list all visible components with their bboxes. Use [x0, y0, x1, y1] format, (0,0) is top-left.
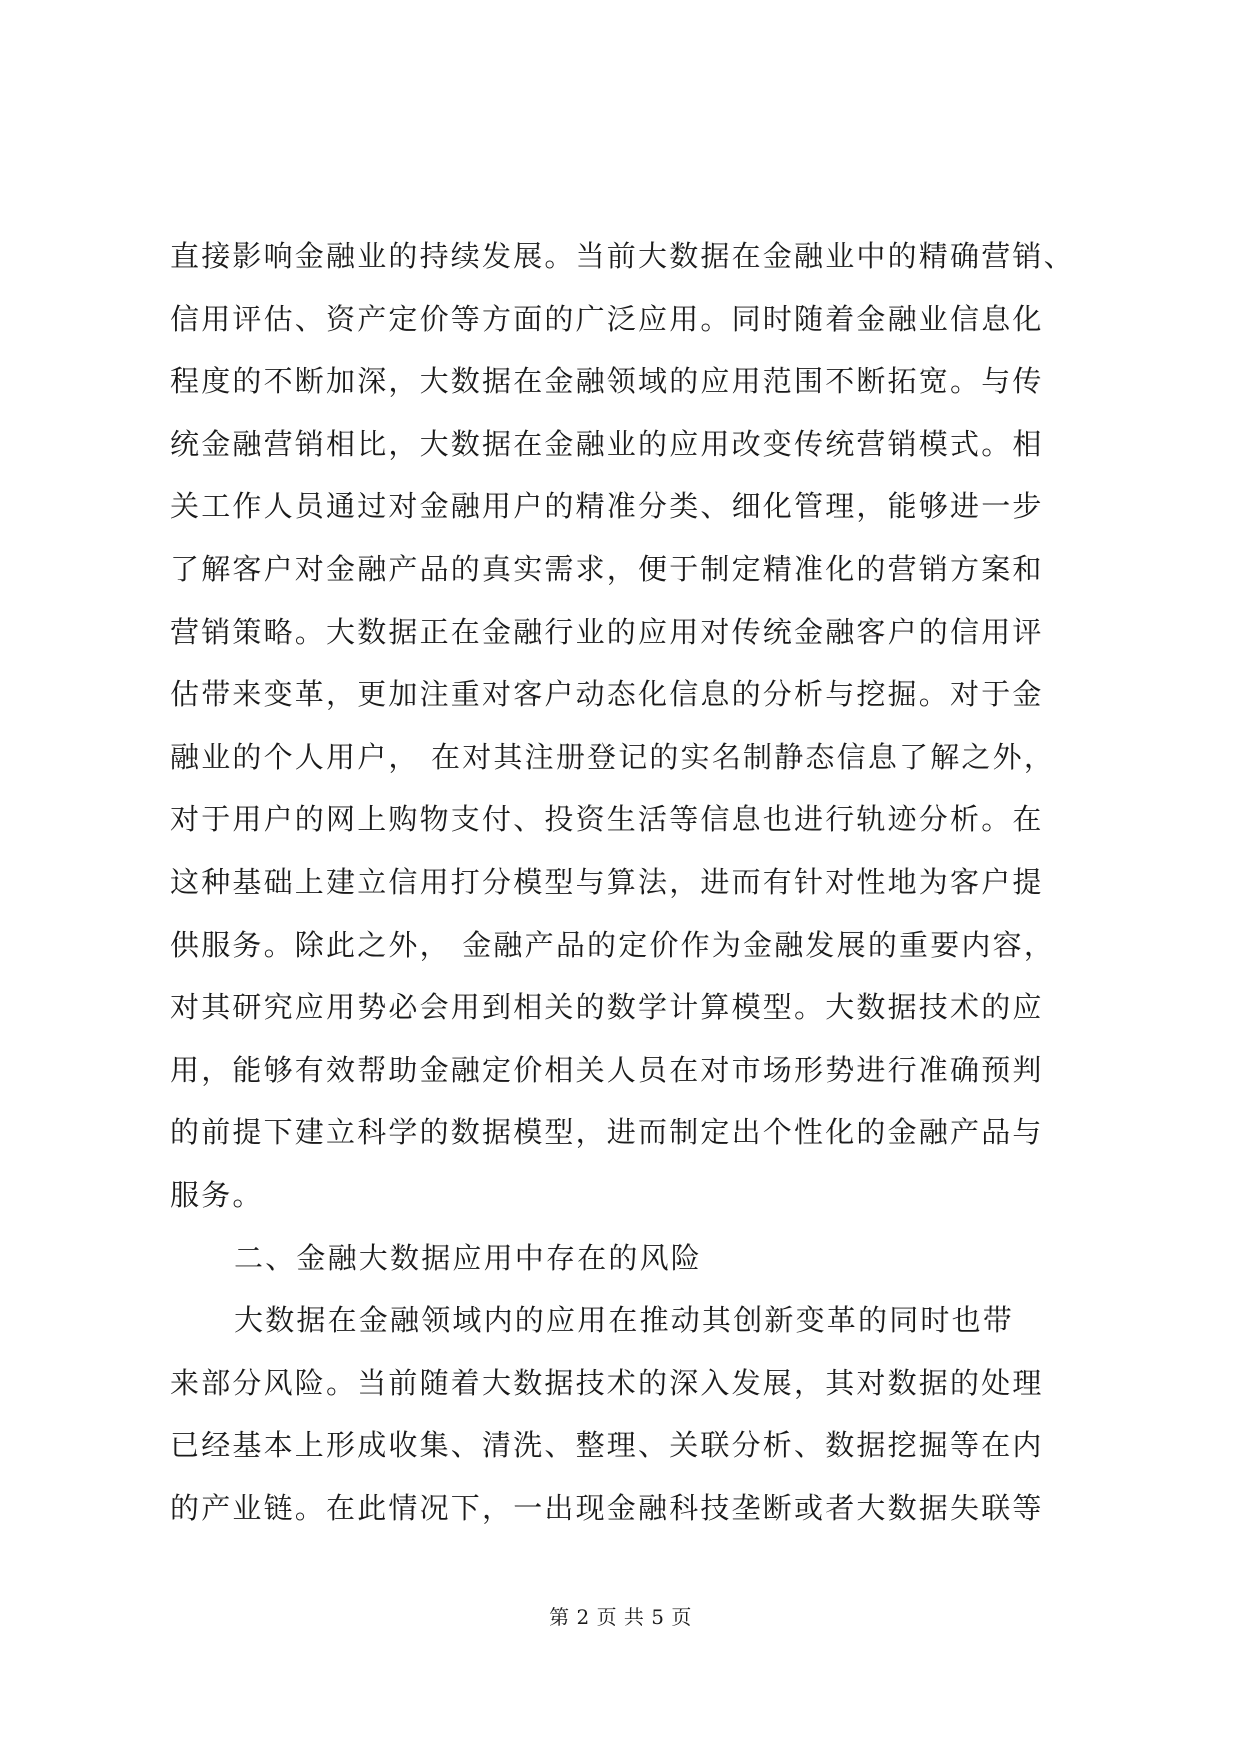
text-line: 这种基础上建立信用打分模型与算法，进而有针对性地为客户提	[170, 864, 1044, 899]
text-line: 来部分风险。当前随着大数据技术的深入发展，其对数据的处理	[170, 1365, 1044, 1400]
text-line: 已经基本上形成收集、清洗、整理、关联分析、数据挖掘等在内	[170, 1428, 1044, 1463]
text-line: 大数据在金融领域内的应用在推动其创新变革的同时也带	[234, 1303, 1015, 1338]
body-text	[170, 225, 1130, 1539]
text-line: 关工作人员通过对金融用户的精准分类、细化管理，能够进一步	[170, 489, 1044, 524]
text-line: 估带来变革，更加注重对客户动态化信息的分析与挖掘。对于金	[170, 677, 1044, 712]
text-line: 程度的不断加深，大数据在金融领域的应用范围不断拓宽。与传	[170, 364, 1044, 399]
text-line: 的前提下建立科学的数据模型，进而制定出个性化的金融产品与	[170, 1115, 1044, 1150]
text-line: 信用评估、资产定价等方面的广泛应用。同时随着金融业信息化	[170, 301, 1044, 336]
text-line: 统金融营销相比，大数据在金融业的应用改变传统营销模式。相	[170, 426, 1044, 461]
text-line: 对于用户的网上购物支付、投资生活等信息也进行轨迹分析。在	[170, 802, 1044, 837]
text-line: 供服务。除此之外， 金融产品的定价作为金融发展的重要内容，	[170, 927, 1056, 962]
text-line: 用，能够有效帮助金融定价相关人员在对市场形势进行准确预判	[170, 1052, 1044, 1087]
text-line: 对其研究应用势必会用到相关的数学计算模型。大数据技术的应	[170, 990, 1044, 1025]
text-line: 营销策略。大数据正在金融行业的应用对传统金融客户的信用评	[170, 614, 1044, 649]
text-line: 直接影响金融业的持续发展。当前大数据在金融业中的精确营销、	[170, 239, 1075, 273]
text-line: 了解客户对金融产品的真实需求，便于制定精准化的营销方案和	[170, 551, 1044, 586]
text-line: 二、金融大数据应用中存在的风险	[234, 1240, 703, 1275]
text-line: 融业的个人用户， 在对其注册登记的实名制静态信息了解之外，	[170, 739, 1056, 774]
page-footer: 第 2 页 共 5 页	[549, 1605, 692, 1629]
text-line: 的产业链。在此情况下，一出现金融科技垄断或者大数据失联等	[170, 1490, 1044, 1525]
text-line: 服务。	[170, 1177, 264, 1212]
